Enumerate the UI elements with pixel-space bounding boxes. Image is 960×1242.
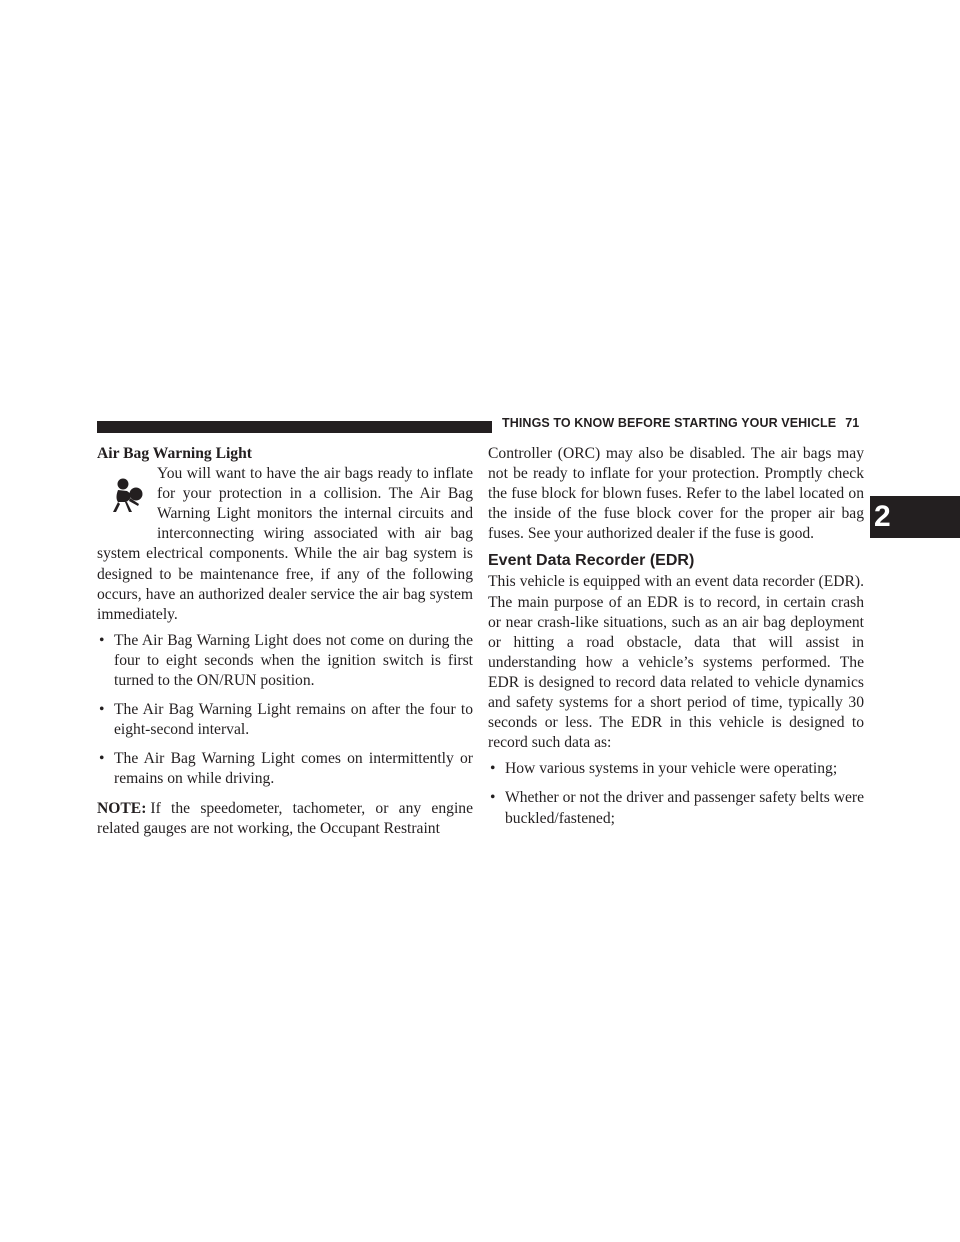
section-heading-edr: Event Data Recorder (EDR) [488,552,695,570]
bullet-icon: • [490,760,496,778]
bullet-icon: • [99,631,105,649]
note-label: NOTE: [97,799,147,817]
list-item-text: Whether or not the driver and passenger safety belts were buckled/fastened; [505,789,864,827]
left-column [97,444,473,839]
header-title: THINGS TO KNOW BEFORE STARTING YOUR VEHICLE [502,416,837,430]
list-item [488,788,864,828]
running-header [502,416,862,430]
section-heading-airbag: Air Bag Warning Light [97,445,252,462]
bullet-icon: • [490,789,496,807]
page-number: 71 [845,416,860,430]
list-item [97,749,473,789]
bullet-icon: • [99,750,105,768]
right-column [488,444,864,838]
chapter-tab[interactable]: 2 [870,496,960,538]
list-item [97,631,473,691]
orc-continuation-text: Controller (ORC) may also be disabled. The air bags may not be ready to inflate for your protection. Promptly check the fuse block for blown fuses. Refer to the label located on the inside of the fuse block cover for the proper air bag fuses. See your authorized dealer if the fuse is good. [488,445,864,543]
list-item-text: How various systems in your vehicle were operating; [505,760,838,778]
airbag-bullet-list [97,631,473,790]
bullet-icon: • [99,701,105,719]
airbag-warning-icon [97,466,157,538]
note-paragraph [97,799,473,839]
airbag-intro-block [97,464,473,625]
edr-bullet-list [488,759,864,828]
list-item-text: The Air Bag Warning Light comes on intermittently or remains on while driving. [114,750,473,788]
list-item-text: The Air Bag Warning Light does not come on during the four to eight seconds when the ignition switch is first turned to the ON/RUN position. [114,631,473,690]
edr-body-text: This vehicle is equipped with an event data recorder (EDR). The main purpose of an EDR is to record, in certain crash or near crash-like situations, such as an air bag deployment or hitting a road obstacle, data that will assist in understanding how a vehicle’s systems performed. The EDR is designed to record data related to vehicle dynamics and safety systems for a short period of time, typically 30 seconds or less. The EDR in this vehicle is designed to record such data as: [488,573,864,752]
header-rule [97,421,492,433]
list-item [488,759,864,779]
airbag-intro-text: You will want to have the air bags ready to inflate for your protection in a collision. The Air Bag Warning Light monitors the internal circuits and interconnecting wiring associated with air bag system electrical components. While the air bag system is designed to be maintenance free, if any of the following occurs, have an authorized dealer service the air bag system immediately. [97,465,473,623]
list-item-text: The Air Bag Warning Light remains on after the four to eight-second interval. [114,701,473,739]
note-text: If the speedometer, tachometer, or any engine related gauges are not working, the Occupant Restraint [97,799,473,837]
list-item [97,700,473,740]
